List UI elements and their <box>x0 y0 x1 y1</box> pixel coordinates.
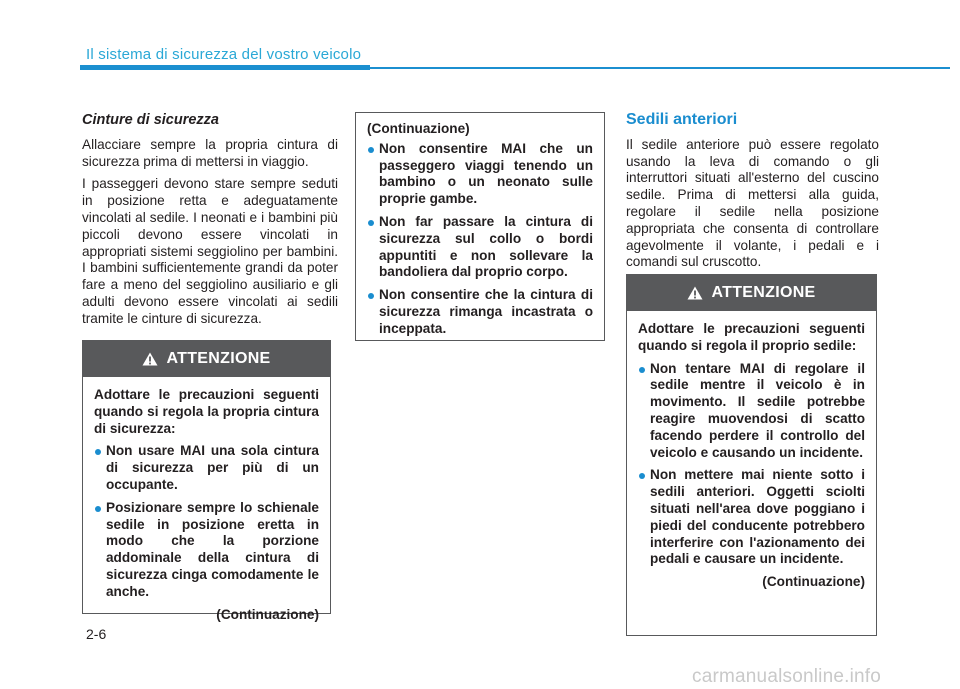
warning-bullet-list <box>94 443 319 600</box>
front-seats-heading: Sedili anteriori <box>626 111 738 128</box>
continuation-label: (Continuazione) <box>367 121 470 136</box>
warning-body <box>356 113 604 352</box>
warning-triangle-icon <box>142 352 158 366</box>
seatbelts-paragraph-1: Allacciare sempre la propria cintura di sicurezza prima di mettersi in viaggio. <box>82 136 338 169</box>
seatbelts-paragraph-2: I passeggeri devono stare sempre seduti in posizione retta e adeguatamente vincolati al sedile. I neonati e i bambini più piccoli devono essere vincolati in appropriati sistemi seggiolino per bambini. I bambini sufficientemente grandi da poter fare a meno del seggiolino ausiliario e gli adulti devono essere vincolati ai sedili tramite le cinture di sicurezza. <box>82 176 338 326</box>
page-number: 2-6 <box>86 626 107 642</box>
warning-header-label: ATTENZIONE <box>166 350 271 367</box>
warning-bullet: Non consentire che la cintura di sicurezza rimanga incastrata o inceppata. <box>367 287 593 337</box>
warning-body <box>83 377 330 631</box>
front-seats-paragraph: Il sedile anteriore può essere regolato usando la leva di comando o gli interruttori situati all'esterno del cuscino sedile. Prima di mettersi alla guida, regolare il sedile nella posizione appropriata che consenta di controllare agevolmente il volante, i pedali e i comandi sul cruscotto. <box>626 136 879 270</box>
column-seatbelts <box>82 112 338 334</box>
warning-body <box>627 311 876 599</box>
continuation-label: (Continuazione) <box>216 606 319 622</box>
watermark: carmanualsonline.info <box>692 666 882 687</box>
warning-bullet-list <box>638 361 865 569</box>
section-title: Il sistema di sicurezza del vostro veicolo <box>86 46 362 63</box>
column-front-seats <box>626 112 879 277</box>
warning-box-seatbelt <box>82 340 331 622</box>
warning-triangle-icon <box>687 286 703 300</box>
warning-bullet: Non far passare la cintura di sicurezza sul collo o bordi appuntiti e non sollevare la bandoliera dal proprio corpo. <box>367 214 593 281</box>
continuation-label: (Continuazione) <box>762 574 865 590</box>
warning-box-continued <box>355 112 605 341</box>
warning-bullet: Non tentare MAI di regolare il sedile mentre il veicolo è in movimento. Il sedile potrebbe reagire muovendosi di scatto facendo perdere il controllo del veicolo e causando un incidente. <box>638 361 865 462</box>
warning-header <box>83 341 330 377</box>
warning-header-label: ATTENZIONE <box>711 284 816 301</box>
warning-bullet: Non usare MAI una sola cintura di sicurezza per più di un occupante. <box>94 443 319 493</box>
warning-bullet: Posizionare sempre lo schienale sedile in posizione eretta in modo che la porzione addominale della cintura di sicurezza cinga comodamente le anche. <box>94 500 319 601</box>
warning-intro: Adottare le precauzioni seguenti quando si regola la propria cintura di sicurezza: <box>94 387 319 436</box>
warning-header <box>627 275 876 311</box>
seatbelts-subheading: Cinture di sicurezza <box>82 112 219 128</box>
header-rule-thick <box>80 65 370 70</box>
warning-box-seat <box>626 274 877 636</box>
warning-bullet-list <box>367 141 593 338</box>
header-rule-thin <box>370 67 950 69</box>
warning-intro: Adottare le precauzioni seguenti quando si regola il proprio sedile: <box>638 321 865 353</box>
warning-bullet: Non mettere mai niente sotto i sedili anteriori. Oggetti sciolti situati nell'area dove poggiano i piedi del conducente potrebbero interferire con l'azionamento dei pedali e causare un incidente. <box>638 467 865 568</box>
warning-bullet: Non consentire MAI che un passeggero viaggi tenendo un bambino o un neonato sulle proprie gambe. <box>367 141 593 208</box>
